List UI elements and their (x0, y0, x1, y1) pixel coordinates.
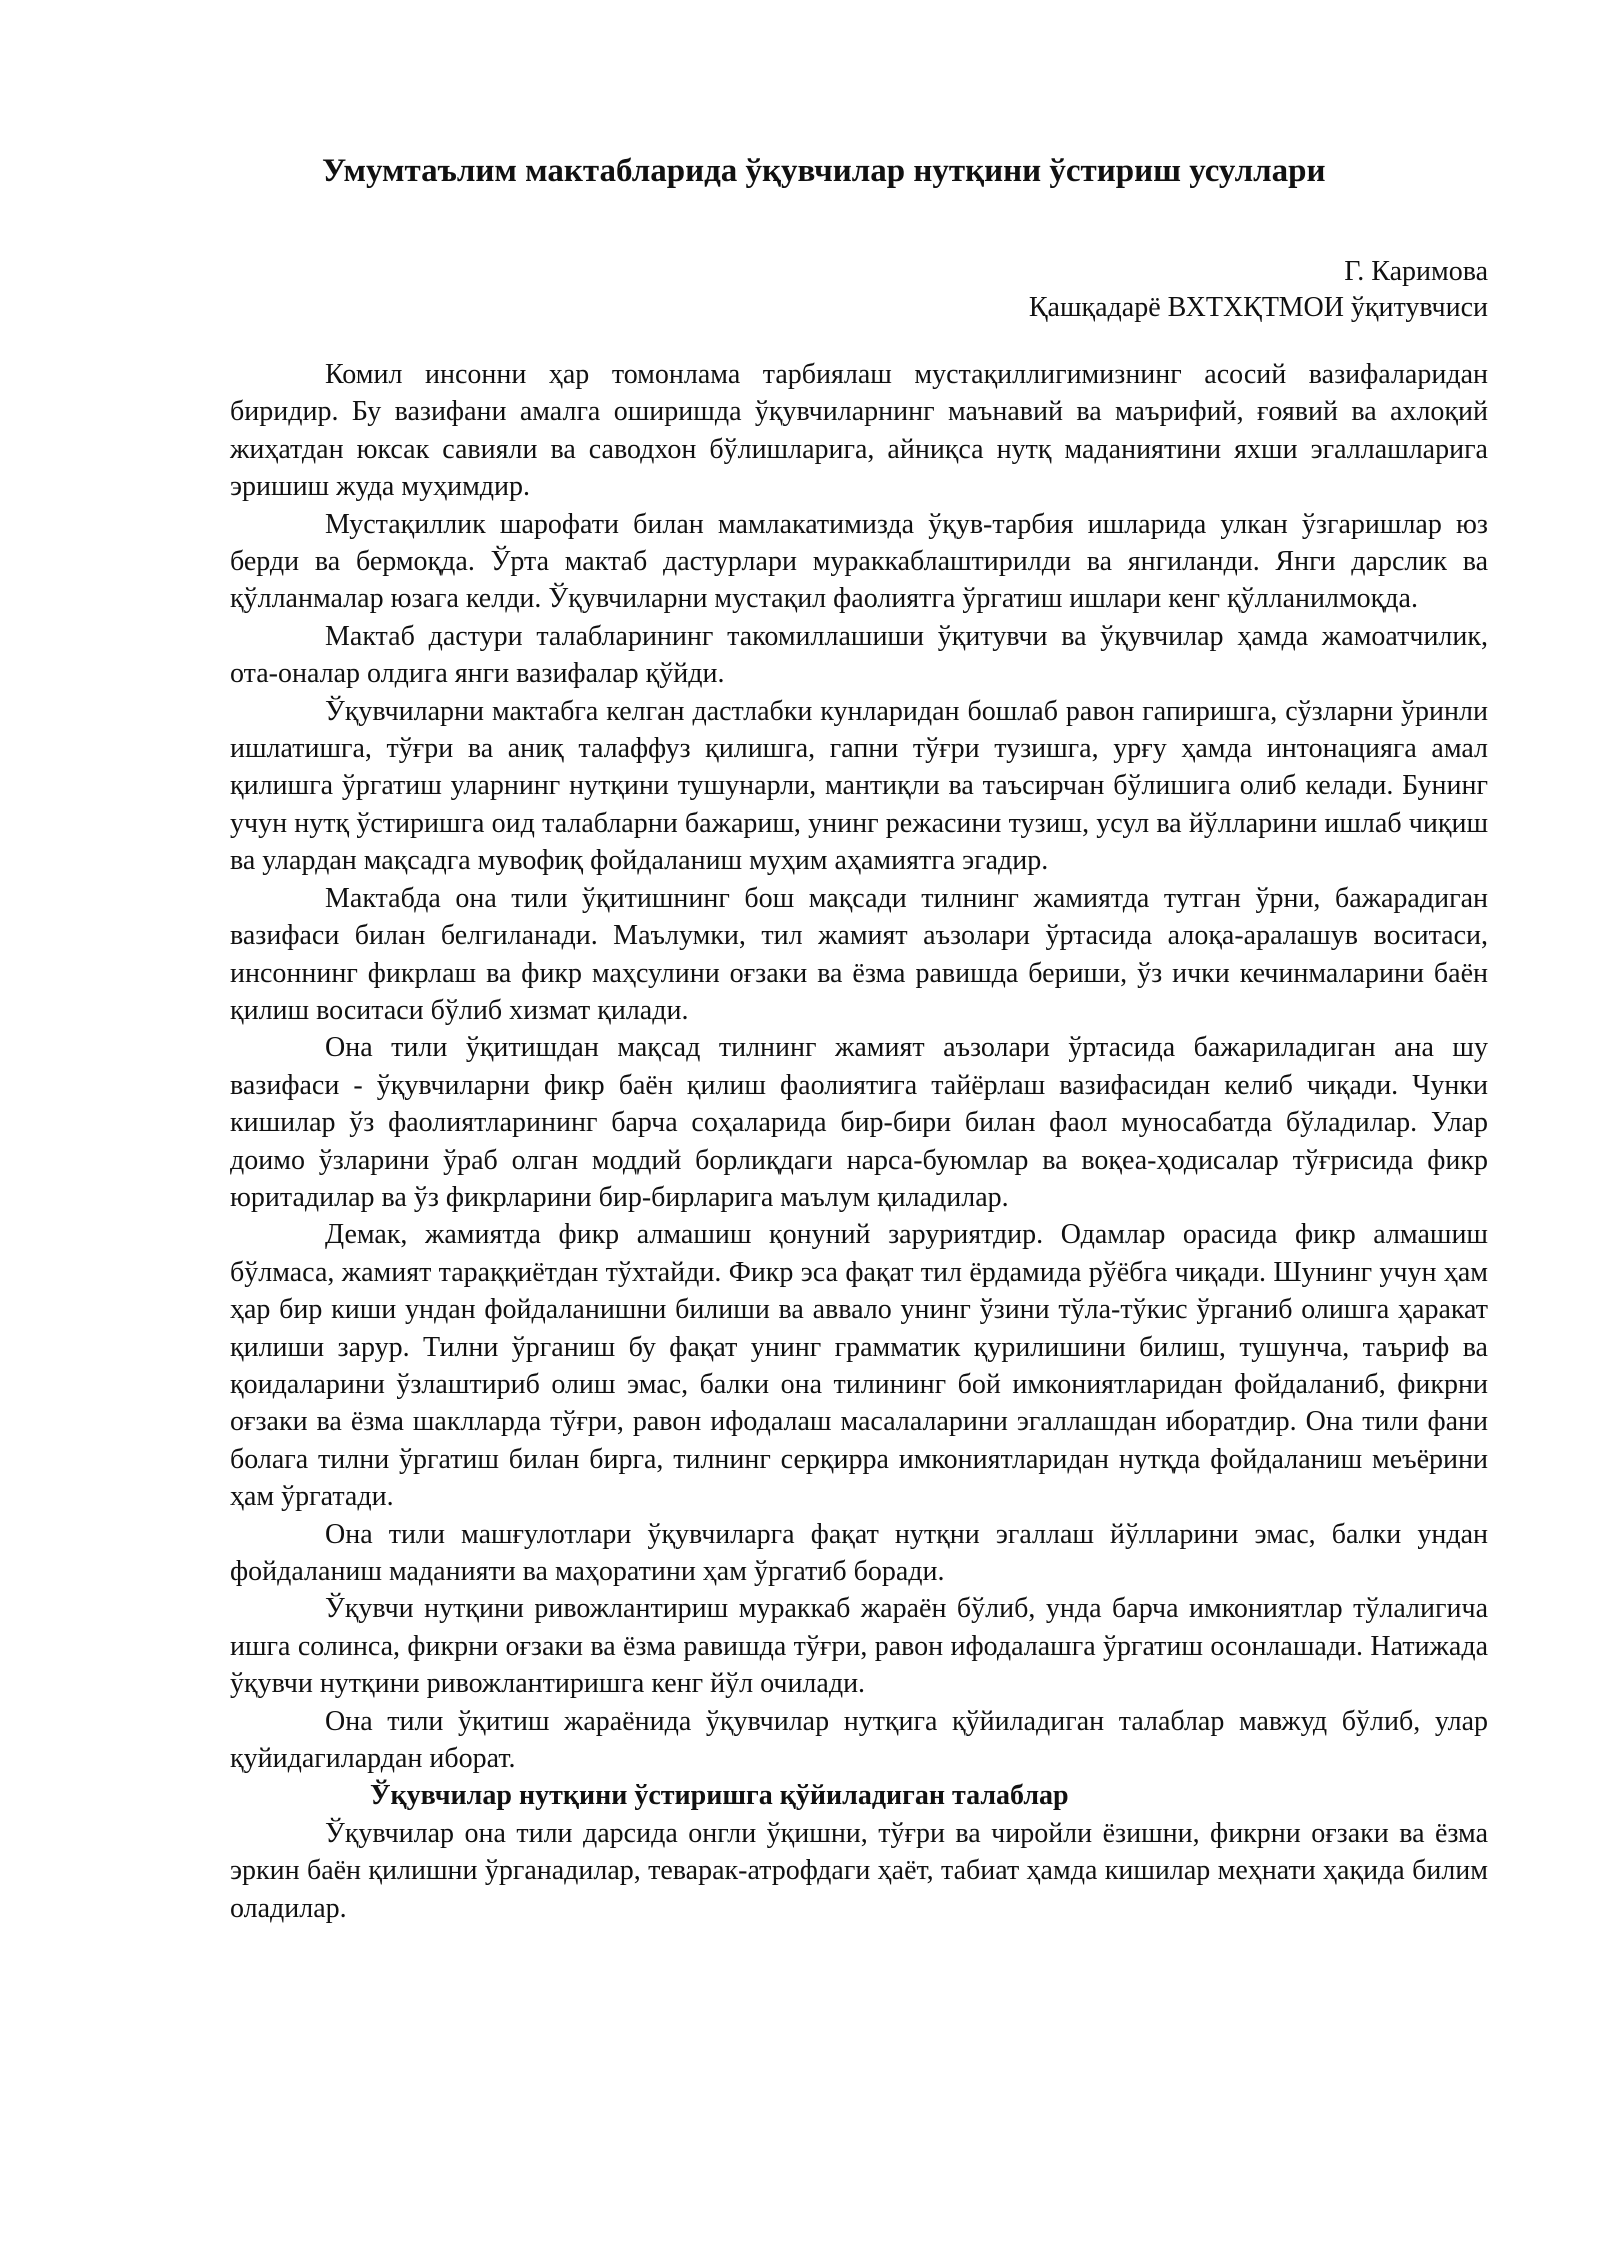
body-paragraph-3: Мактаб дастури талабларининг такомиллашиши ўқитувчи ва ўқувчилар ҳамда жамоатчилик, ота-оналар олдига янги вазифалар қўйди. (230, 620, 1488, 690)
body-paragraph-2: Мустақиллик шарофати билан мамлакатимизда ўқув-тарбия ишларида улкан ўзгаришлар юз берди ва бермоқда. Ўрта мактаб дастурлари мураккаблаштирилди ва янгиланди. Янги дарслик ва қўлланмалар юзага келди. Ўқувчиларни мустақил фаолиятга ўргатиш ишлари кенг қўлланилмоқда. (230, 508, 1488, 615)
author-affiliation: Қашқадарё ВХТХҚТМОИ ўқитувчиси (1028, 292, 1488, 323)
body-paragraph-7: Демак, жамиятда фикр алмашиш қонуний заруриятдир. Одамлар орасида фикр алмашиш бўлмаса, жамият тараққиётдан тўхтайди. Фикр эса фақат тил ёрдамида рўёбга чиқади. Шунинг учун ҳам ҳар бир киши ундан фойдаланишни билиши ва аввало унинг ўзини тўла-тўкис ўрганиб олишга ҳаракат қилиши зарур. Тилни ўрганиш бу фақат унинг грамматик қурилишини билиш, тушунча, таъриф ва қоидаларини ўзлаштириб олиш эмас, балки она тилининг бой имкониятларидан фойдаланиб, фикрни оғзаки ва ёзма шаклларда тўғри, равон ифодалаш масалаларини эгаллашдан иборатдир. Она тили фани болага тилни ўргатиш билан бирга, тилнинг серқирра имкониятларидан нутқда фойдаланиш меъёрини ҳам ўргатади. (230, 1219, 1488, 1513)
body-paragraph-10: Она тили ўқитиш жараёнида ўқувчилар нутқига қўйиладиган талаблар мавжуд бўлиб, улар қуйидагилардан иборат. (230, 1705, 1488, 1775)
document-page (230, 150, 1488, 1927)
body-paragraph-4: Ўқувчиларни мактабга келган дастлабки кунларидан бошлаб равон гапиришга, сўзларни ўринли ишлатишга, тўғри ва аниқ талаффуз қилишга, гапни тўғри тузишга, урғу ҳамда интонацияга амал қилишга ўргатиш уларнинг нутқини тушунарли, мантиқли ва таъсирчан бўлишига олиб келади. Бунинг учун нутқ ўстиришга оид талабларни бажариш, унинг режасини тузиш, усул ва йўлларини ишлаб чиқиш ва улардан мақсадга мувофиқ фойдаланиш муҳим аҳамиятга эгадир. (230, 695, 1488, 877)
author-name: Г. Каримова (1344, 256, 1488, 287)
document-title: Умумтаълим мактабларида ўқувчилар нутқини ўстириш усуллари (322, 153, 1326, 189)
body-paragraph-6: Она тили ўқитишдан мақсад тилнинг жамият аъзолари ўртасида бажариладиган ана шу вазифаси - ўқувчиларни фикр баён қилиш фаолиятига тайёрлаш вазифасидан келиб чиқади. Чунки кишилар ўз фаолиятларининг барча соҳаларида бир-бири билан фаол муносабатда бўладилар. Улар доимо ўзларини ўраб олган моддий борлиқдаги нарса-буюмлар ва воқеа-ҳодисалар тўғрисида фикр юритадилар ва ўз фикрларини бир-бирларига маълум қиладилар. (230, 1032, 1488, 1213)
body-paragraph-1: Комил инсонни ҳар томонлама тарбиялаш мустақиллигимизнинг асосий вазифаларидан биридир. Бу вазифани амалга оширишда ўқувчиларнинг маънавий ва маърифий, ғоявий ва ахлоқий жиҳатдан юксак савияли ва саводхон бўлишларига, айниқса нутқ маданиятини яхши эгаллашларига эришиш жуда муҳимдир. (230, 359, 1488, 503)
section-subheading: Ўқувчилар нутқини ўстиришга қўйиладиган талаблар (370, 1780, 1069, 1812)
body-paragraph-9: Ўқувчи нутқини ривожлантириш мураккаб жараён бўлиб, унда барча имкониятлар тўлалигича ишга солинса, фикрни оғзаки ва ёзма равишда тўғри, равон ифодалашга ўргатиш осонлашади. Натижада ўқувчи нутқини ривожлантиришга кенг йўл очилади. (230, 1593, 1488, 1700)
body-paragraph-8: Она тили машғулотлари ўқувчиларга фақат нутқни эгаллаш йўлларини эмас, балки ундан фойдаланиш маданияти ва маҳоратини ҳам ўргатиб боради. (230, 1518, 1488, 1587)
author-block (230, 254, 1488, 326)
final-paragraph: Ўқувчилар она тили дарсида онгли ўқишни, тўғри ва чиройли ёзишни, фикрни оғзаки ва ёзма эркин баён қилишни ўрганадилар, теварак-атрофдаги ҳаёт, табиат ҳамда кишилар меҳнати ҳақида билим оладилар. (230, 1817, 1488, 1924)
body-paragraph-5: Мактабда она тили ўқитишнинг бош мақсади тилнинг жамиятда тутган ўрни, бажарадиган вазифаси билан белгиланади. Маълумки, тил жамият аъзолари ўртасида алоқа-аралашув воситаси, инсоннинг фикрлаш ва фикр маҳсулини оғзаки ва ёзма равишда бериши, ўз ички кечинмаларини баён қилиш воситаси бўлиб хизмат қилади. (230, 882, 1488, 1026)
